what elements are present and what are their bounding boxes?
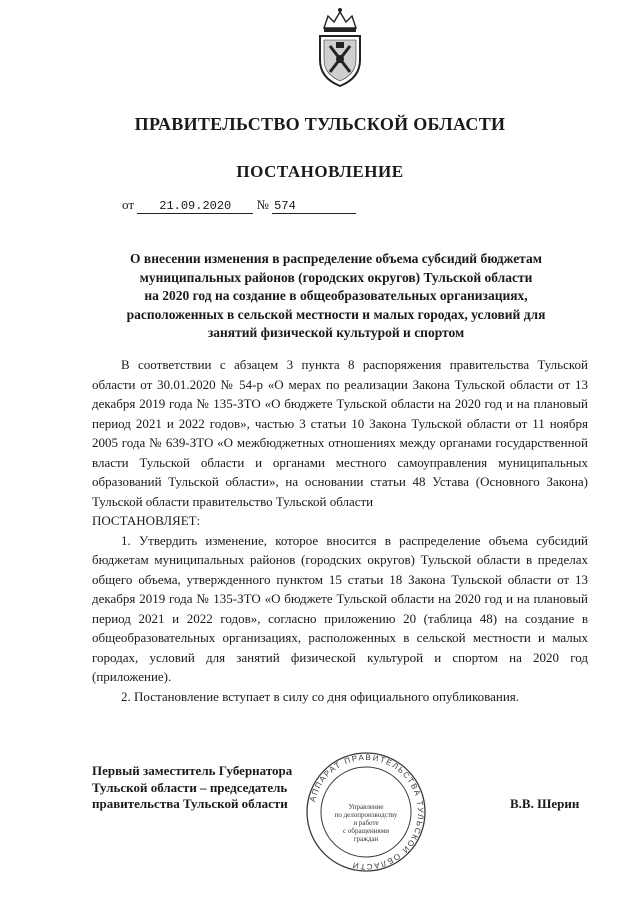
subject-line: на 2020 год на создание в общеобразовательных организациях, [144, 288, 528, 304]
subject-line: занятий физической культурой и спортом [207, 325, 465, 341]
stamp-line: граждан [353, 835, 379, 843]
document-date: 21.09.2020 [137, 199, 253, 214]
coat-of-arms-icon [314, 6, 366, 90]
stamp-line: по делопроизводству [334, 811, 398, 819]
signatory-name: В.В. Шерин [510, 796, 580, 811]
government-title: ПРАВИТЕЛЬСТВО ТУЛЬСКОЙ ОБЛАСТИ [134, 114, 506, 134]
position-line: Первый заместитель Губернатора [92, 763, 293, 778]
number-label: № [256, 197, 269, 212]
decree-word: ПОСТАНОВЛЯЕТ: [92, 513, 201, 528]
subject-line: расположенных в сельской местности и малых городах, условий для [126, 306, 546, 322]
document-type: ПОСТАНОВЛЕНИЕ [236, 162, 404, 181]
stamp-line: с обращениями [343, 827, 389, 835]
stamp-line: Управление [348, 803, 384, 811]
item-1-paragraph: 1. Утвердить изменение, которое вносится в распределение объема субсидий бюджетам муниципальных районов (городских округов) Тульской области в пределах общего объема, утвержденного пунктом 15 статьи 18 Закона Тульской области от 13 декабря 2019 года № 135-ЗТО «О бюджете Тульской области на 2020 год и на плановый период 2021 и 2022 годов», согласно приложению 20 (таблица 48) на создание в общеобразовательных организациях, расположенных в сельской местности и малых городах, условий для занятий физической культурой и спортом на 2020 год (приложение). [92, 532, 588, 684]
document-subject [92, 250, 580, 343]
date-label: от [122, 197, 135, 212]
document-meta [122, 197, 356, 214]
subject-line: муниципальных районов (городских округов) Тульской области [139, 269, 533, 285]
position-line: Тульской области – председатель [92, 779, 288, 795]
stamp-line: и работе [353, 819, 379, 827]
subject-line: О внесении изменения в распределение объема субсидий бюджетам [130, 251, 542, 266]
document-body [92, 355, 588, 706]
preamble-paragraph: В соответствии с абзацем 3 пункта 8 распоряжения правительства Тульской области от 30.01.2020 № 54-р «О мерах по реализации Закона Тульской области от 13 декабря 2019 года № 135-ЗТО «О бюджете Тульской области на 2020 год и на плановый период 2021 и 2022 годов», частью 3 статьи 10 Закона Тульской области от 11 ноября 2005 года № 639-ЗТО «О межбюджетных отношениях между органами государственной власти Тульской области и органами местного самоуправления муниципальных образований Тульской области», на основании статьи 48 Устава (Основного Закона) Тульской области правительство Тульской области [92, 357, 588, 509]
stamp-center-text [320, 803, 412, 843]
document-number: 574 [272, 199, 356, 214]
signatory-position [92, 763, 292, 813]
stamp-ring-text: АППАРАТ ПРАВИТЕЛЬСТВА ТУЛЬСКОЙ ОБЛАСТИ [308, 752, 426, 872]
position-line: правительства Тульской области [92, 796, 288, 811]
item-2-paragraph: 2. Постановление вступает в силу со дня официального опубликования. [121, 688, 520, 704]
